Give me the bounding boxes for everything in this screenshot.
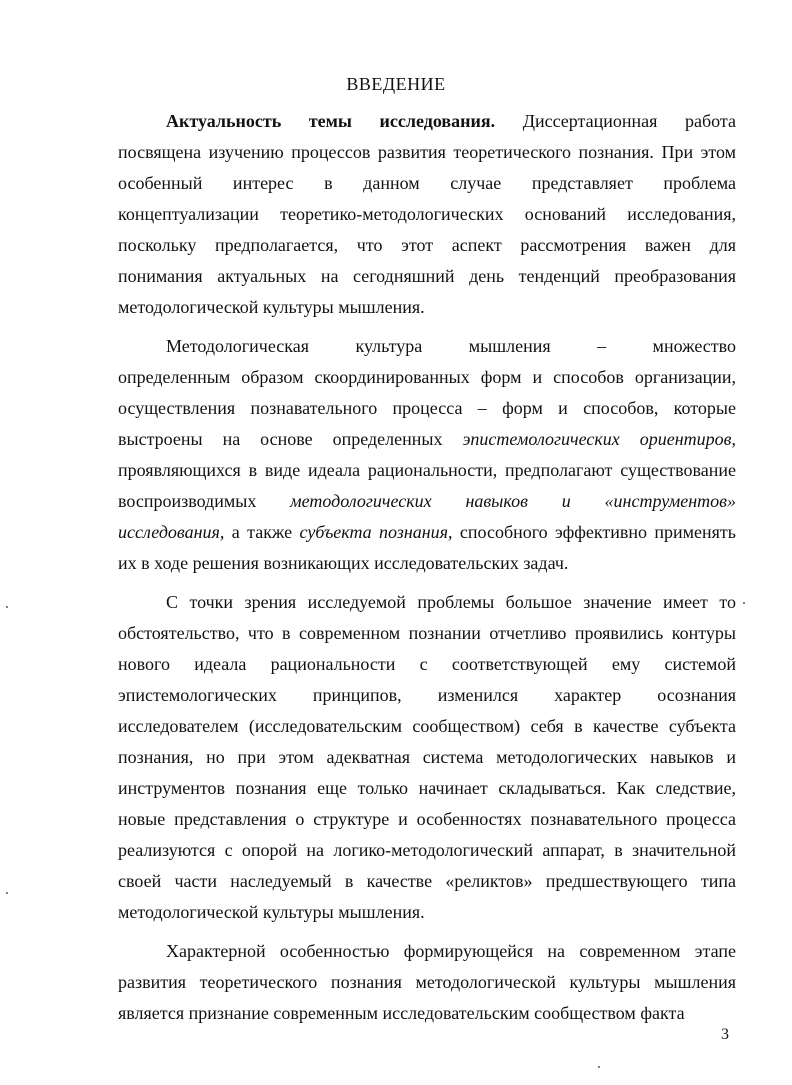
italic-text: эпистемологических ориентиров: [462, 429, 732, 449]
text-run: инструментов познания еще только начинает складываться. Как следствие,: [118, 778, 736, 798]
text-run: особенный интерес в данном случае представляет проблема: [118, 173, 736, 193]
paragraph: [118, 106, 736, 323]
text-line: [118, 680, 736, 711]
scan-speck: [6, 606, 8, 608]
text-run: исследователем (исследовательским сообществом) себя в качестве субъекта: [118, 716, 736, 736]
text-run: нового идеала рациональности с соответствующей ему системой: [118, 654, 736, 674]
text-line: [118, 230, 736, 261]
italic-text: субъекта познания: [299, 522, 449, 542]
italic-text: методологических навыков и «инструментов»: [290, 491, 736, 511]
text-line: [118, 548, 736, 579]
text-run: Характерной особенностью формирующейся на современном этапе: [166, 941, 736, 961]
italic-text: исследования: [118, 522, 220, 542]
text-line: [118, 261, 736, 292]
scan-speck: [743, 602, 745, 604]
text-line: [118, 804, 736, 835]
text-line: [118, 835, 736, 866]
text-line: [118, 137, 736, 168]
bold-text: Актуальность темы исследования.: [166, 111, 496, 131]
text-line: [118, 486, 736, 517]
text-run: реализуются с опорой на логико-методологический аппарат, в значительной: [118, 840, 736, 860]
text-run: развития теоретического познания методологической культуры мышления: [118, 972, 736, 992]
text-run: обстоятельство, что в современном познании отчетливо проявились контуры: [118, 623, 736, 643]
text-run: воспроизводимых: [118, 491, 291, 511]
text-line: [118, 362, 736, 393]
text-run: эпистемологических принципов, изменился характер осознания: [118, 685, 736, 705]
text-line: [118, 998, 736, 1029]
text-run: своей части наследуемый в качестве «реликтов» предшествующего типа: [118, 871, 736, 891]
text-run: их в ходе решения возникающих исследовательских задач.: [118, 553, 569, 573]
text-run: поскольку предполагается, что этот аспект рассмотрения важен для: [118, 235, 736, 255]
scan-speck: [6, 892, 8, 894]
section-title: ВВЕДЕНИЕ: [346, 74, 446, 94]
text-run: ,: [731, 429, 736, 449]
text-run: Диссертационная работа: [495, 111, 736, 131]
text-line: [118, 742, 736, 773]
text-run: выстроены на основе определенных: [118, 429, 463, 449]
text-run: , способного эффективно применять: [448, 522, 736, 542]
text-run: понимания актуальных на сегодняшний день тенденций преобразования: [118, 266, 736, 286]
text-line: [118, 897, 736, 928]
text-run: осуществления познавательного процесса – форм и способов, которые: [118, 398, 736, 418]
paragraph: [118, 936, 736, 1029]
text-line: [118, 649, 736, 680]
text-run: С точки зрения исследуемой проблемы большое значение имеет то: [166, 592, 736, 612]
text-line: [118, 106, 736, 137]
body-text: [118, 106, 736, 1037]
scan-speck: [598, 1066, 600, 1068]
paragraph: [118, 331, 736, 579]
text-line: [118, 292, 736, 323]
text-line: [118, 424, 736, 455]
text-run: определенным образом скоординированных форм и способов организации,: [118, 367, 736, 387]
text-run: посвящена изучению процессов развития теоретического познания. При этом: [118, 142, 736, 162]
text-run: концептуализации теоретико-методологических оснований исследования,: [118, 204, 736, 224]
paragraph: [118, 587, 736, 928]
text-run: методологической культуры мышления.: [118, 902, 425, 922]
text-line: [118, 199, 736, 230]
text-run: Методологическая культура мышления – множество: [166, 336, 736, 356]
text-line: [118, 711, 736, 742]
text-line: [118, 168, 736, 199]
text-line: [118, 866, 736, 897]
text-line: [118, 936, 736, 967]
text-run: , а также: [219, 522, 300, 542]
text-run: является признание современным исследовательским сообществом факта: [118, 1003, 685, 1023]
text-line: [118, 455, 736, 486]
text-line: [118, 331, 736, 362]
text-line: [118, 967, 736, 998]
text-run: познания, но при этом адекватная система методологических навыков и: [118, 747, 736, 767]
text-line: [118, 517, 736, 548]
text-line: [118, 773, 736, 804]
text-line: [118, 393, 736, 424]
text-line: [118, 587, 736, 618]
text-line: [118, 618, 736, 649]
text-run: новые представления о структуре и особенностях познавательного процесса: [118, 809, 736, 829]
text-run: проявляющихся в виде идеала рациональности, предполагают существование: [118, 460, 736, 480]
page-number: 3: [721, 1026, 729, 1043]
text-run: методологической культуры мышления.: [118, 297, 425, 317]
